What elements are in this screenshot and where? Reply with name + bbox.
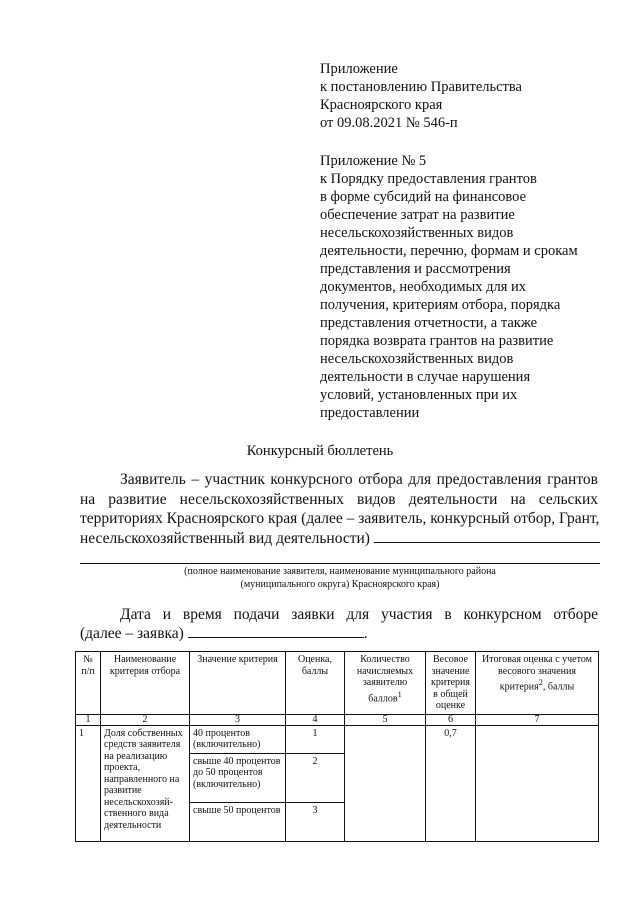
- header-text: Количество начисляемых заявителю баллов: [356, 654, 414, 704]
- footnote-mark: 2: [538, 678, 543, 687]
- submission-paragraph: [80, 605, 598, 643]
- appendix-line: несельскохозяйственных видов: [320, 225, 514, 241]
- header-cell: [345, 652, 426, 715]
- column-number: 5: [345, 714, 426, 725]
- header-cell: № п/п: [76, 652, 101, 715]
- header-cell: Весовое значение критерия в общей оценке: [426, 652, 476, 715]
- applicant-score-cell[interactable]: [345, 725, 426, 841]
- caption-line: (полное наименование заявителя, наименование муниципального района: [184, 566, 496, 577]
- criterion-score: 2: [286, 753, 345, 802]
- appendix-line: Красноярского края: [320, 97, 443, 113]
- appendix-line: Приложение: [320, 61, 398, 77]
- paragraph-line: [80, 529, 598, 549]
- paragraph-text: (далее – заявка): [80, 625, 184, 642]
- applicant-caption: [80, 565, 600, 591]
- criterion-weight: 0,7: [426, 725, 476, 841]
- row-number: 1: [76, 725, 101, 841]
- criterion-name: Доля собственных средств заявителя на реализацию проекта, направленного на развитие несельскохозяй-ственного вида деятельности: [101, 725, 190, 841]
- caption-line: (муниципального округа) Красноярского края): [240, 579, 440, 590]
- paragraph-line: Дата и время подачи заявки для участия в конкурсном отборе: [120, 606, 598, 623]
- criterion-score: 3: [286, 802, 345, 841]
- footnote-mark: 1: [397, 689, 402, 699]
- header-cell: [476, 652, 599, 715]
- paragraph-line: территориях Красноярского края (далее – заявитель, конкурсный отбор, Грант,: [80, 510, 600, 527]
- appendix-line: к постановлению Правительства: [320, 79, 522, 95]
- paragraph-text: несельскохозяйственный вид деятельности): [80, 529, 370, 547]
- column-number: 6: [426, 714, 476, 725]
- appendix-line: несельскохозяйственных видов: [320, 351, 514, 367]
- column-number-row: [76, 714, 599, 725]
- column-number: 4: [286, 714, 345, 725]
- appendix-line: порядка возврата грантов на развитие: [320, 333, 554, 349]
- criterion-value: 40 процентов (включительно): [190, 725, 286, 753]
- paragraph-line: на развитие несельскохозяйственных видов деятельности на сельских: [80, 490, 598, 508]
- header-cell: Оценка, баллы: [286, 652, 345, 715]
- column-number: 3: [190, 714, 286, 725]
- criterion-value: свыше 50 процентов: [190, 802, 286, 841]
- table-header-row: [76, 652, 599, 715]
- appendix-line: предоставлении: [320, 405, 420, 421]
- column-number: 7: [476, 714, 599, 725]
- column-number: 2: [101, 714, 190, 725]
- header-cell: Значение критерия: [190, 652, 286, 715]
- document-title: Конкурсный бюллетень: [246, 443, 394, 459]
- appendix-line: деятельности, перечню, формам и срокам: [320, 243, 578, 259]
- appendix-line: Приложение № 5: [320, 153, 427, 169]
- paragraph-line: [80, 624, 598, 643]
- paragraph-line: Заявитель – участник конкурсного отбора для предоставления грантов: [120, 471, 598, 488]
- applicant-name-rule[interactable]: [80, 563, 600, 564]
- header-cell: Наименование критерия отбора: [101, 652, 190, 715]
- table-row: [76, 725, 599, 753]
- appendix-block: [320, 60, 620, 422]
- appendix-line: от 09.08.2021 № 546-п: [320, 115, 458, 131]
- appendix-line: представления отчетности, а также: [320, 315, 538, 331]
- appendix-line: деятельности в случае нарушения: [320, 369, 531, 385]
- appendix-line: представления и рассмотрения: [320, 261, 511, 277]
- appendix-line: в форме субсидий на финансовое: [320, 189, 527, 205]
- criterion-score: 1: [286, 725, 345, 753]
- header-text: , баллы: [542, 681, 575, 693]
- appendix-line: документов, необходимых для их: [320, 279, 527, 295]
- applicant-paragraph: [80, 470, 598, 548]
- applicant-name-blank[interactable]: [374, 541, 600, 543]
- column-number: 1: [76, 714, 101, 725]
- appendix-line: обеспечение затрат на развитие: [320, 207, 515, 223]
- appendix-line: к Порядку предоставления грантов: [320, 171, 537, 187]
- appendix-line: получения, критериям отбора, порядка: [320, 297, 561, 313]
- submission-date-blank[interactable]: [188, 636, 364, 638]
- appendix-line: условий, установленных при их: [320, 387, 518, 403]
- paragraph-period: .: [363, 625, 368, 642]
- header-text: Итоговая оценка с учетом весового значения критерия: [481, 654, 592, 693]
- criterion-value: свыше 40 процентов до 50 процентов (включительно): [190, 753, 286, 802]
- criteria-table: [75, 651, 599, 842]
- final-score-cell[interactable]: [476, 725, 599, 841]
